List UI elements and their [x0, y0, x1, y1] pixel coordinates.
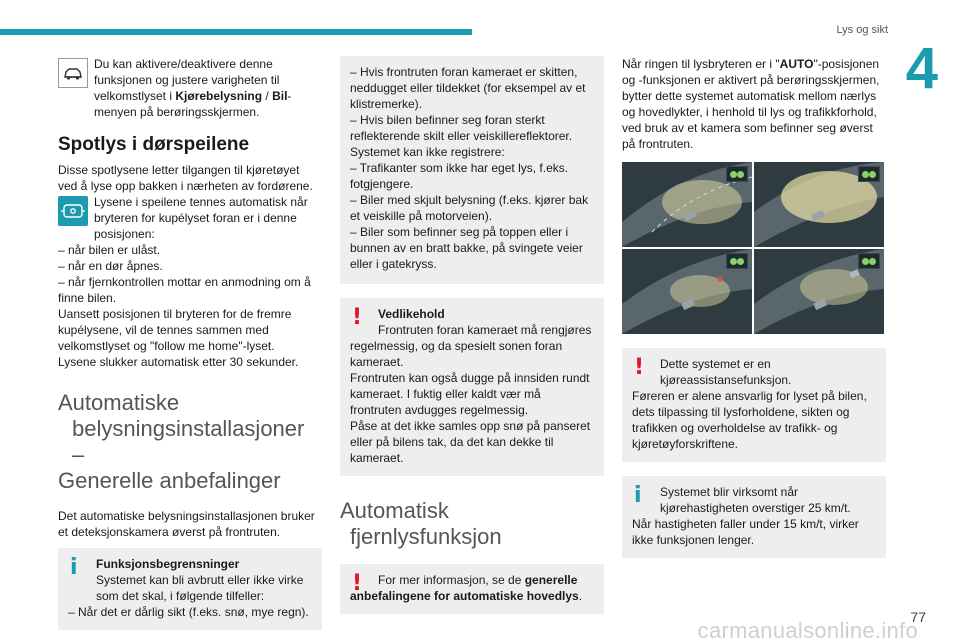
- column-middle: [340, 56, 604, 614]
- maintenance-title: Vedlikehold: [378, 307, 445, 321]
- info-icon: i: [70, 555, 78, 580]
- info-icon: i: [634, 483, 642, 508]
- cannot-detect-list-3: – Biler som befinner seg på toppen eller i bunnen av en bratt bakke, på svingete veier eller i gatekryss.: [350, 225, 583, 271]
- spot-paragraph-4: Lysene slukker automatisk etter 30 sekunder.: [58, 355, 299, 369]
- spot-paragraph-2: Lysene i speilene tennes automatisk når bryteren for kupélyset foran er i denne posisjonen:: [58, 194, 322, 242]
- limitations-list-2: – Hvis frontruten foran kameraet er skitten, neddugget eller tildekket (for eksempel av et klistremerke).: [350, 65, 586, 111]
- cannot-detect-paragraph: Systemet kan ikke registrere:: [350, 145, 505, 159]
- limitations-title: Funksjonsbegrensninger: [96, 557, 240, 571]
- maintenance-paragraph-2: Frontruten kan også dugge på innsiden rundt kameraet. I fuktig eller kaldt vær må frontruten avdugges regelmessig.: [350, 371, 590, 417]
- cannot-detect-list-2: – Biler med skjult belysning (f.eks. kjører bak et veiskille på motorveien).: [350, 193, 589, 223]
- auto-light-hud-icon: [726, 166, 748, 182]
- watermark: carmanualsonline.info: [697, 618, 918, 640]
- more-info-paragraph: For mer informasjon, se de generelle anbefalingene for automatiske hovedlys.: [350, 573, 583, 603]
- driver-responsibility-paragraph: Føreren er alene ansvarlig for lyset på bilen, dets tilpassing til lysforholdene, sikten og trafikken og overholdelse av trafikk- og kjøretøyforskriftene.: [632, 389, 867, 451]
- warning-icon: !: [352, 571, 363, 596]
- column-right: [622, 56, 886, 558]
- illustration-tile-2: [754, 162, 884, 247]
- high-beam-paragraph: Når ringen til lysbryteren er i "AUTO"-posisjonen og -funksjonen er aktivert på berøringsskjermen, bytter dette systemet automatisk mellom nærlys og hovedlykter, i henhold til lys og trafikkforhold, ved bruk av et kamera som befinner seg øverst på frontruten.: [622, 57, 880, 151]
- high-beam-heading: Automatisk fjernlysfunksjon: [340, 498, 502, 549]
- interior-light-icon: [58, 196, 88, 226]
- warning-icon: !: [634, 355, 645, 380]
- driver-assist-paragraph: Dette systemet er en kjøreassistansefunksjon.: [660, 357, 792, 387]
- speed-deactivate-paragraph: Når hastigheten faller under 15 km/t, virker ikke funksjonen lenger.: [632, 517, 859, 547]
- auto-lighting-heading: Automatiske belysningsinstallasjoner – Generelle anbefalinger: [58, 390, 305, 493]
- cannot-detect-list-1: – Trafikanter som ikke har eget lys, f.eks. fotgjengere.: [350, 161, 569, 191]
- spot-list-3: – når fjernkontrollen mottar en anmodning om å finne bilen.: [58, 275, 311, 305]
- section-title: Lys og sikt: [836, 24, 888, 36]
- column-left: [58, 56, 322, 630]
- header-accent-bar: [0, 29, 472, 35]
- driver-responsibility-warning-box: [622, 348, 886, 462]
- limitations-list-3: – Hvis bilen befinner seg foran sterkt reflekterende skilt eller veiskillereflektorer.: [350, 113, 573, 143]
- intro-paragraph: Du kan aktivere/deaktivere denne funksjonen og justere varigheten til velkomstlyset i Kjørebelysning / Bil-menyen på berøringsskjermen.: [58, 56, 322, 120]
- auto-light-hud-icon: [858, 166, 880, 182]
- spotlights-heading: Spotlys i dørspeilene: [58, 134, 250, 155]
- spot-paragraph-3: Uansett posisjonen til bryteren for de fremre kupélysene, vil de tennes sammen med velkomstlyset og "follow me home"-lyset.: [58, 307, 292, 353]
- high-beam-illustration: [622, 162, 884, 334]
- page-number: 77: [910, 609, 926, 625]
- speed-activate-paragraph: Systemet blir virksomt når kjørehastigheten overstiger 25 km/t.: [660, 485, 851, 515]
- spot-paragraph-1: Disse spotlysene letter tilgangen til kjøretøyet ved å lyse opp bakken i nærheten av fordørene.: [58, 163, 313, 193]
- limitations-info-box: [58, 548, 322, 630]
- limitations-list-1: – Når det er dårlig sikt (f.eks. snø, mye regn).: [68, 605, 309, 619]
- spot-list-2: – når en dør åpnes.: [58, 259, 163, 273]
- chapter-number: 4: [905, 36, 938, 101]
- auto-lighting-paragraph: Det automatiske belysningsinstallasjonen bruker et deteksjonskamera øverst på frontruten.: [58, 509, 315, 539]
- more-info-warning-box: [340, 564, 604, 614]
- auto-light-hud-icon: [726, 253, 748, 269]
- limitations-continued-box: [340, 56, 604, 284]
- maintenance-paragraph-3: Påse at det ikke samles opp snø på panseret eller på bilens tak, da det kan dekke til kameraet.: [350, 419, 591, 465]
- car-outline-icon: [58, 58, 88, 88]
- limitations-paragraph: Systemet kan bli avbrutt eller ikke virke som det skal, i følgende tilfeller:: [96, 573, 304, 603]
- illustration-tile-3: [622, 249, 752, 334]
- maintenance-warning-box: [340, 298, 604, 476]
- spot-list-1: – når bilen er ulåst.: [58, 243, 161, 257]
- maintenance-paragraph-1: Frontruten foran kameraet må rengjøres regelmessig, og da spesielt sonen foran kameraet.: [350, 323, 592, 369]
- warning-icon: !: [352, 305, 363, 330]
- speed-info-box: [622, 476, 886, 558]
- illustration-tile-4: [754, 249, 884, 334]
- illustration-tile-1: [622, 162, 752, 247]
- auto-light-hud-icon: [858, 253, 880, 269]
